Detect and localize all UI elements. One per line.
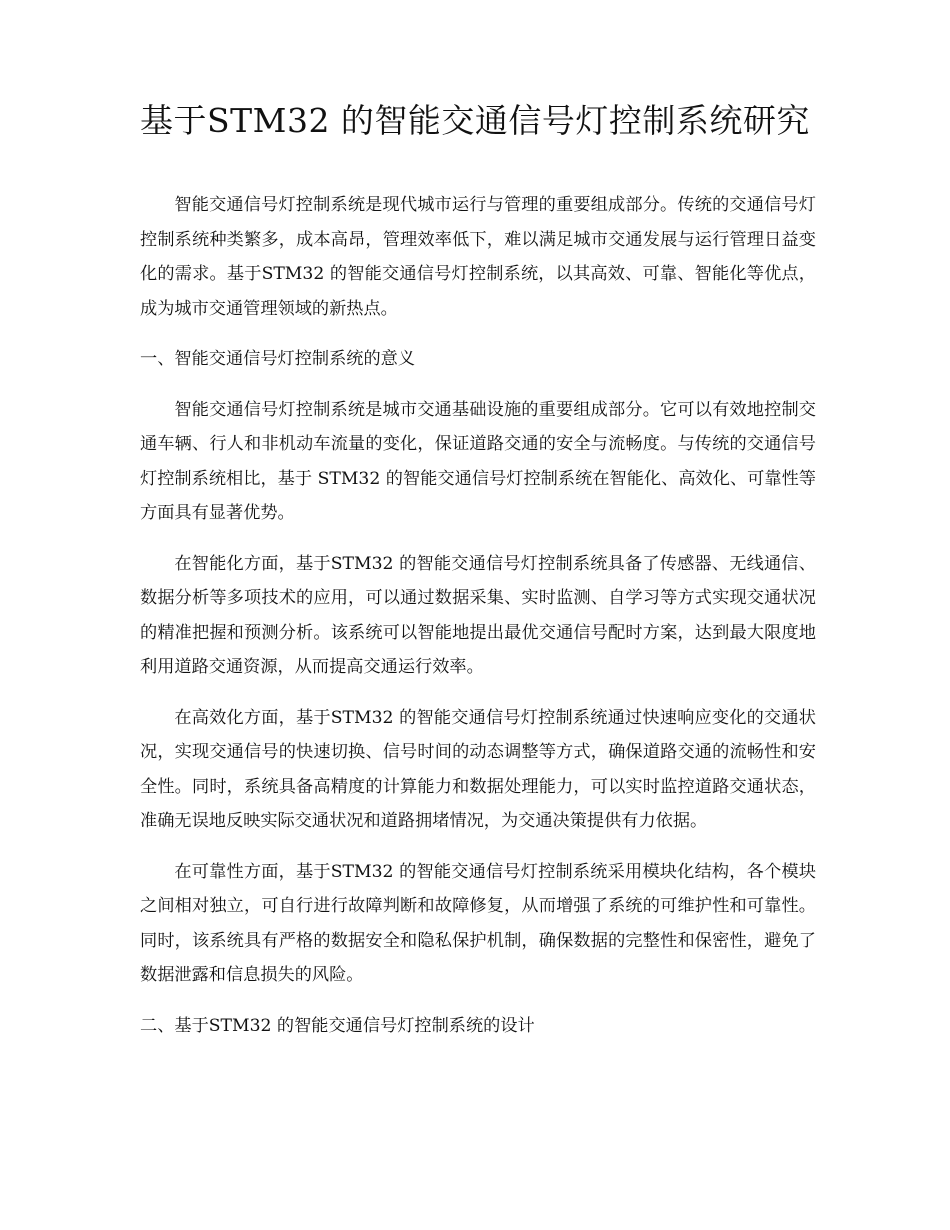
section-heading-2: 二、基于STM32 的智能交通信号灯控制系统的设计	[140, 1015, 535, 1036]
document-title: 基于STM32 的智能交通信号灯控制系统研究	[140, 101, 810, 140]
paragraph-reliability: 在可靠性方面，基于STM32 的智能交通信号灯控制系统采用模块化结构，各个模块之间相对独立，可自行进行故障判断和故障修复，从而增强了系统的可维护性和可靠性。同时，该系统具有严格的数据安全和隐私保护机制，确保数据的完整性和保密性，避免了数据泄露和信息损失的风险。	[140, 861, 816, 985]
paragraph-significance: 智能交通信号灯控制系统是城市交通基础设施的重要组成部分。它可以有效地控制交通车辆、行人和非机动车流量的变化，保证道路交通的安全与流畅度。与传统的交通信号灯控制系统相比，基于 STM32 的智能交通信号灯控制系统在智能化、高效化、可靠性等方面具有显著优势。	[140, 399, 816, 523]
paragraph-intro: 智能交通信号灯控制系统是现代城市运行与管理的重要组成部分。传统的交通信号灯控制系统种类繁多，成本高昂，管理效率低下，难以满足城市交通发展与运行管理日益变化的需求。基于STM32 的智能交通信号灯控制系统，以其高效、可靠、智能化等优点，成为城市交通管理领域的新热点。	[140, 195, 816, 319]
paragraph-intelligence: 在智能化方面，基于STM32 的智能交通信号灯控制系统具备了传感器、无线通信、数据分析等多项技术的应用，可以通过数据采集、实时监测、自学习等方式实现交通状况的精准把握和预测分析。该系统可以智能地提出最优交通信号配时方案，达到最大限度地利用道路交通资源，从而提高交通运行效率。	[140, 553, 816, 677]
paragraph-efficiency: 在高效化方面，基于STM32 的智能交通信号灯控制系统通过快速响应变化的交通状况，实现交通信号的快速切换、信号时间的动态调整等方式，确保道路交通的流畅性和安全性。同时，系统具备高精度的计算能力和数据处理能力，可以实时监控道路交通状态，准确无误地反映实际交通状况和道路拥堵情况，为交通决策提供有力依据。	[140, 707, 816, 831]
document-body	[140, 188, 816, 1059]
section-heading-1: 一、智能交通信号灯控制系统的意义	[140, 349, 416, 369]
